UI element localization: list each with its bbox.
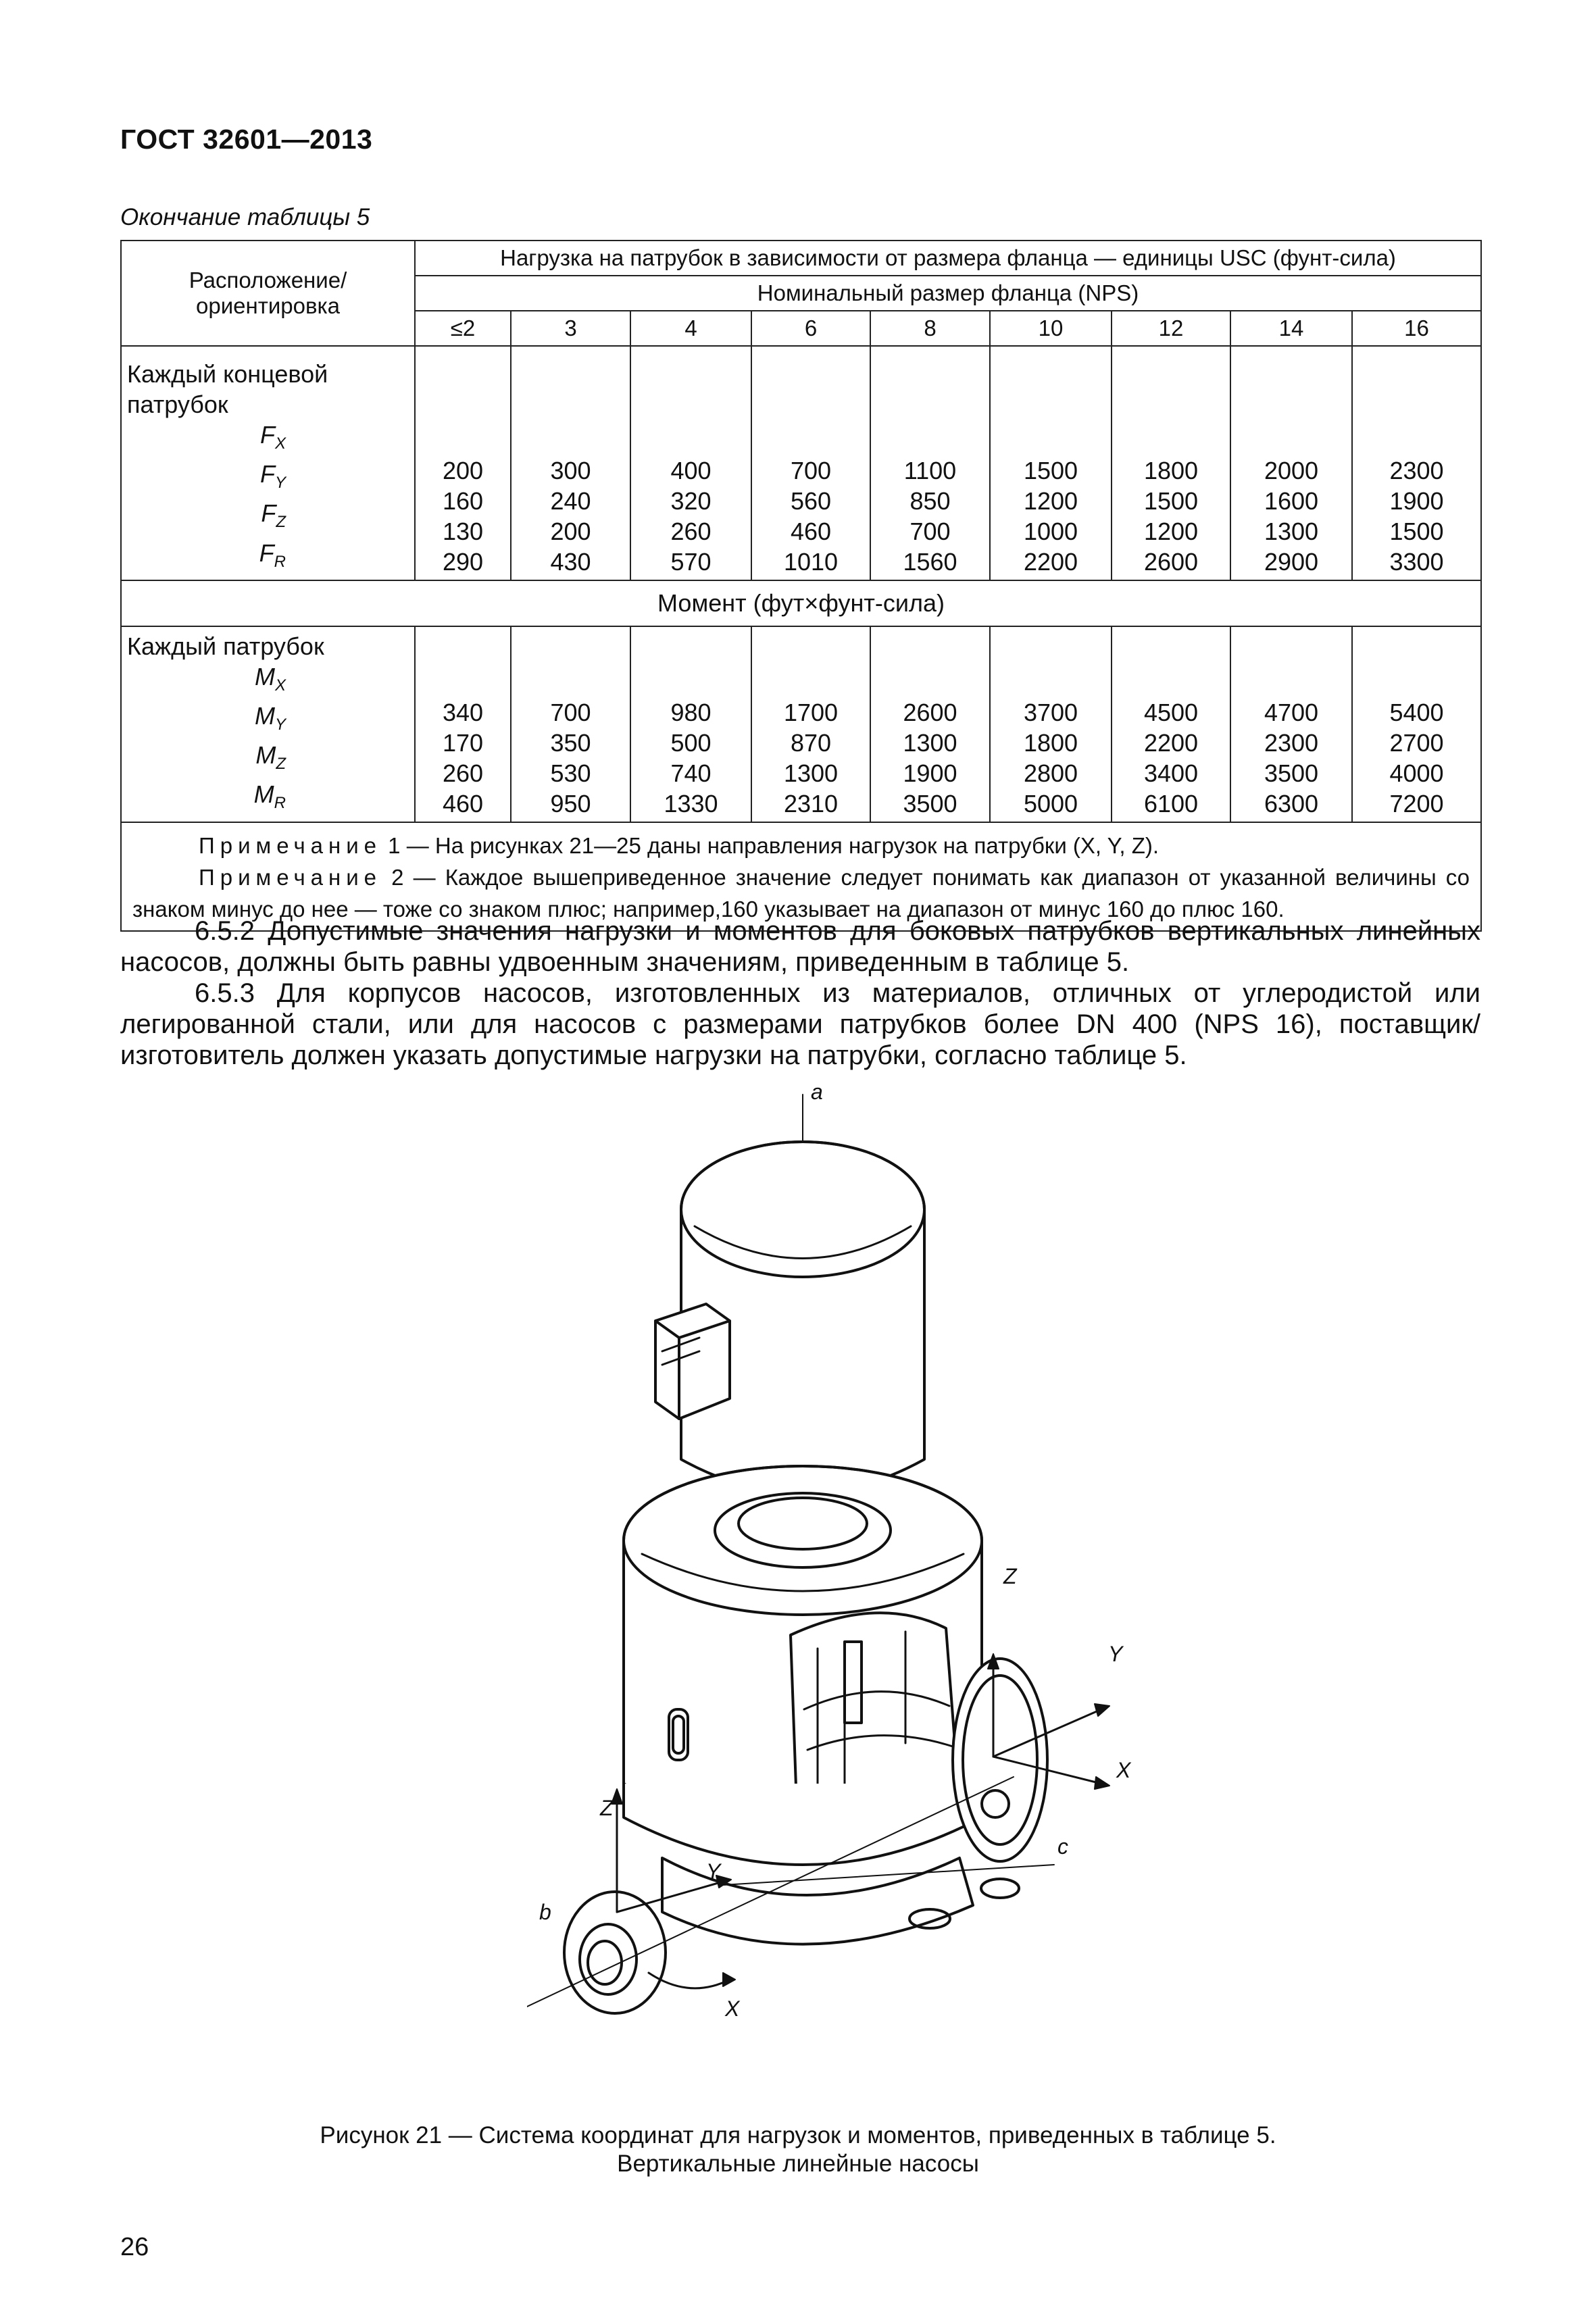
moment-header: Момент (фут×фунт-сила): [121, 580, 1481, 626]
note-2-text: 2 — Каждое вышеприведенное значение следует понимать как диапазон от указанной величины со знаком минус до нее — тоже со знаком плюс; например,160 указывает на диапазон от минус 160 до плюс 160.: [132, 864, 1470, 922]
force-value: 1500: [1023, 456, 1078, 484]
force-value: 1100: [903, 456, 957, 484]
force-value: 300: [550, 456, 591, 484]
table-caption: Окончание таблицы 5: [120, 204, 370, 230]
moment-value: 460: [442, 789, 484, 818]
corner-header: Расположение/ ориентировка: [121, 241, 415, 346]
figure-caption-line-2: Вертикальные линейные насосы: [617, 2150, 979, 2177]
moment-value: 2200: [1143, 728, 1199, 757]
force-value: 1010: [783, 547, 839, 576]
force-value: 1800: [1143, 456, 1199, 484]
force-value: 1900: [1389, 486, 1444, 515]
force-value: 130: [442, 517, 484, 545]
force-symbol: $F_Y$: [259, 460, 286, 493]
note-2-prefix: Примечание: [199, 864, 382, 890]
moment-col-5: [990, 626, 1112, 822]
size-header-cell: 3: [511, 311, 630, 346]
moment-value: 7200: [1389, 789, 1444, 818]
note-1-text: 1 — На рисунках 21—25 даны направления нагрузок на патрубки (X, Y, Z).: [382, 832, 1159, 858]
force-value: 570: [670, 547, 712, 576]
force-value: 240: [550, 486, 591, 515]
force-value: 1560: [903, 547, 957, 576]
moment-value: 500: [670, 728, 712, 757]
pump-figure: [527, 1081, 1135, 2040]
force-col-4: [870, 346, 990, 580]
force-col-5: [990, 346, 1112, 580]
moment-symbols: [127, 661, 414, 819]
moment-value: 1300: [783, 759, 839, 787]
moment-value: 2300: [1264, 728, 1319, 757]
moment-value: 4700: [1264, 698, 1319, 726]
moment-value: 1300: [903, 728, 957, 757]
force-value: 200: [442, 456, 484, 484]
document-id: ГОСТ 32601—2013: [120, 124, 373, 155]
force-col-1: [511, 346, 630, 580]
size-header-cell: 10: [990, 311, 1112, 346]
moment-value: 3500: [1264, 759, 1319, 787]
moment-value: 2700: [1389, 728, 1444, 757]
force-col-6: [1112, 346, 1230, 580]
moment-value: 2800: [1023, 759, 1078, 787]
moment-value: 350: [550, 728, 591, 757]
force-value: 2600: [1143, 547, 1199, 576]
label-b: b: [539, 1900, 551, 1924]
force-col-3: [751, 346, 870, 580]
moment-value: 260: [442, 759, 484, 787]
force-value: 160: [442, 486, 484, 515]
size-header-cell: 4: [630, 311, 751, 346]
force-symbol: $F_R$: [259, 538, 286, 571]
moment-value: 1330: [664, 789, 718, 818]
label-x-left: X: [725, 1996, 740, 2021]
force-col-8: [1352, 346, 1481, 580]
moment-value: 740: [670, 759, 712, 787]
moment-value: 3500: [903, 789, 957, 818]
moment-value: 3400: [1143, 759, 1199, 787]
force-value: 400: [670, 456, 712, 484]
force-value: 700: [909, 517, 951, 545]
moment-value: 1900: [903, 759, 957, 787]
load-table: [120, 240, 1482, 932]
moment-value: 1700: [783, 698, 839, 726]
moment-value: 340: [442, 698, 484, 726]
label-z-right: Z: [1003, 1564, 1017, 1588]
force-value: 2000: [1264, 456, 1319, 484]
label-x-right: X: [1116, 1758, 1131, 1782]
figure-caption: [0, 2121, 1596, 2178]
force-value: 1000: [1023, 517, 1078, 545]
force-value: 1200: [1023, 486, 1078, 515]
force-col-2: [630, 346, 751, 580]
moment-value: 5400: [1389, 698, 1444, 726]
moment-value: 1800: [1023, 728, 1078, 757]
force-value: 850: [909, 486, 951, 515]
top-header: Нагрузка на патрубок в зависимости от размера фланца — единицы USC (фунт-сила): [415, 241, 1481, 276]
force-value: 1500: [1389, 517, 1444, 545]
moment-col-0: [415, 626, 511, 822]
force-value: 320: [670, 486, 712, 515]
label-y-right: Y: [1108, 1642, 1123, 1666]
size-header-cell: ≤2: [415, 311, 511, 346]
moment-value: 980: [670, 698, 712, 726]
moment-symbol: $M_Z$: [255, 741, 286, 774]
size-header-cell: 12: [1112, 311, 1230, 346]
moment-value: 3700: [1023, 698, 1078, 726]
moment-value: 950: [550, 789, 591, 818]
moment-symbol: $M_Y$: [254, 701, 286, 734]
moment-value: 6100: [1143, 789, 1199, 818]
moment-col-6: [1112, 626, 1230, 822]
size-header-cell: 16: [1352, 311, 1481, 346]
force-value: 200: [550, 517, 591, 545]
moment-value: 700: [550, 698, 591, 726]
casing-base: [624, 1784, 982, 1865]
moment-value: 870: [790, 728, 832, 757]
page-number: 26: [120, 2233, 149, 2261]
moment-col-8: [1352, 626, 1481, 822]
right-flange: [953, 1659, 1047, 1861]
moment-group-label: Каждый патрубок: [127, 632, 324, 660]
moment-value: 2310: [783, 789, 839, 818]
moment-symbol: $M_R$: [253, 780, 286, 813]
force-symbol: $F_Z$: [261, 499, 286, 532]
moment-value: 6300: [1264, 789, 1319, 818]
force-value: 430: [550, 547, 591, 576]
moment-col-7: [1230, 626, 1352, 822]
force-symbol: $F_X$: [259, 421, 286, 453]
force-group-cell: [121, 346, 415, 580]
paragraph-6-5-2: 6.5.2 Допустимые значения нагрузки и моментов для боковых патрубков вертикальных линейных насосов, должны быть равны удвоенным значениям, приведенным в таблице 5.: [120, 916, 1480, 977]
force-value: 460: [790, 517, 832, 545]
force-value: 700: [790, 456, 832, 484]
label-z-left: Z: [600, 1796, 614, 1820]
force-value: 1600: [1264, 486, 1319, 515]
size-header-cell: 6: [751, 311, 870, 346]
table-notes: [121, 822, 1481, 931]
axis-c-line: [723, 1865, 1054, 1885]
force-value: 1200: [1143, 517, 1199, 545]
note-1-prefix: Примечание: [199, 832, 382, 858]
force-col-7: [1230, 346, 1352, 580]
force-value: 290: [442, 547, 484, 576]
moment-col-2: [630, 626, 751, 822]
moment-value: 4000: [1389, 759, 1444, 787]
force-value: 2300: [1389, 456, 1444, 484]
force-col-0: [415, 346, 511, 580]
moment-value: 4500: [1143, 698, 1199, 726]
force-value: 1500: [1143, 486, 1199, 515]
moment-value: 5000: [1023, 789, 1078, 818]
force-value: 2900: [1264, 547, 1319, 576]
label-c: c: [1057, 1834, 1068, 1859]
moment-value: 170: [442, 728, 484, 757]
label-y-left: Y: [706, 1859, 721, 1884]
moment-value: 2600: [903, 698, 957, 726]
force-value: 260: [670, 517, 712, 545]
size-header-cell: 8: [870, 311, 990, 346]
force-symbols: [127, 420, 414, 577]
moment-col-3: [751, 626, 870, 822]
force-value: 1300: [1264, 517, 1319, 545]
label-a: a: [811, 1080, 823, 1104]
moment-col-1: [511, 626, 630, 822]
force-value: 3300: [1389, 547, 1444, 576]
moment-group-cell: [121, 626, 415, 822]
moment-value: 530: [550, 759, 591, 787]
force-value: 560: [790, 486, 832, 515]
note-1: [132, 830, 1470, 861]
terminal-box: [655, 1304, 730, 1419]
moment-symbol: $M_X$: [254, 662, 286, 695]
size-header-cell: 14: [1230, 311, 1352, 346]
force-value: 2200: [1023, 547, 1078, 576]
moment-col-4: [870, 626, 990, 822]
force-group-label: Каждый концевой патрубок: [127, 360, 328, 418]
paragraph-6-5-3: 6.5.3 Для корпусов насосов, изготовленных из материалов, отличных от углеродистой или легированной стали, или для насосов с размерами патрубков более DN 400 (NPS 16), поставщик/изготовитель должен указать допустимые нагрузки на патрубки, согласно таблице 5.: [120, 978, 1480, 1070]
figure-caption-line-1: Рисунок 21 — Система координат для нагрузок и моментов, приведенных в таблице 5.: [320, 2122, 1276, 2148]
sub-header: Номинальный размер фланца (NPS): [415, 276, 1481, 311]
